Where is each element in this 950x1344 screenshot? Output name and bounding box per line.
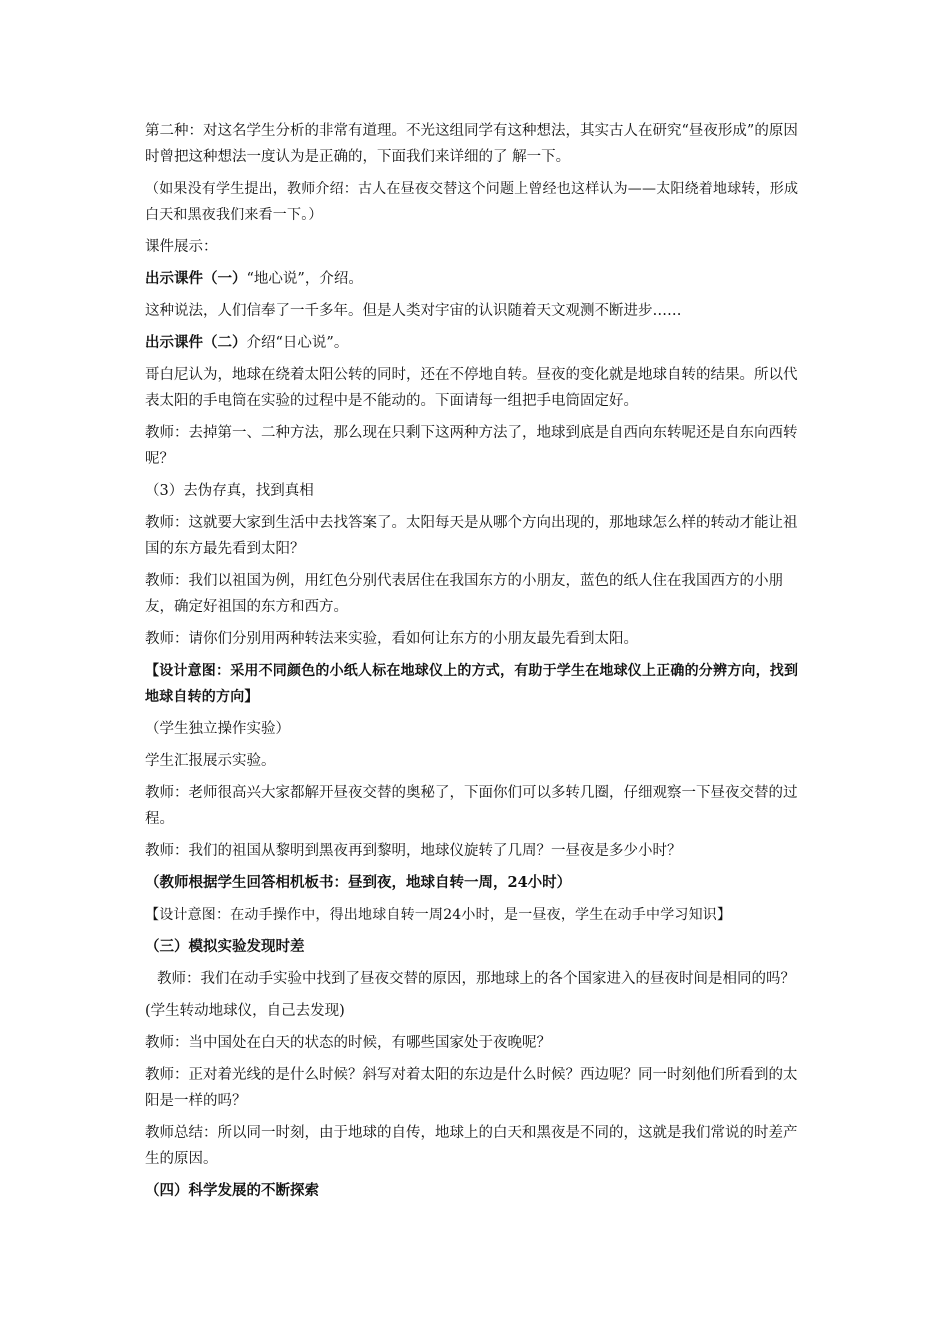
- paragraph: 课件展示：: [145, 239, 218, 255]
- paragraph: 教师总结：所以同一时刻，由于地球的自传，地球上的白天和黑夜是不同的，这就是我们常说的时差产生的原因。: [145, 1125, 798, 1167]
- paragraph-subheading: （3）去伪存真，找到真相: [145, 483, 314, 499]
- courseware-desc: “地心说”，介绍。: [246, 271, 363, 287]
- paragraph: 教师：去掉第一、二种方法，那么现在只剩下这两种方法了，地球到底是自西向东转呢还是自东向西转呢？: [145, 425, 798, 467]
- board-note: （教师根据学生回答相机板书：昼到夜，地球自转一周，24小时）: [145, 874, 572, 891]
- paragraph-courseware-2: [145, 330, 810, 356]
- paragraph: 学生汇报展示实验。: [145, 753, 276, 769]
- design-intent: 【设计意图：采用不同颜色的小纸人标在地球仪上的方式，有助于学生在地球仪上正确的分辨方向，找到地球自转的方向】: [145, 663, 799, 705]
- paragraph-note: （如果没有学生提出，教师介绍：古人在昼夜交替这个问题上曾经也这样认为——太阳绕着地球转，形成白天和黑夜我们来看一下。）: [145, 181, 799, 223]
- paragraph: 教师：当中国处在白天的状态的时候，有哪些国家处于夜晚呢？: [145, 1035, 551, 1051]
- paragraph: 第二种：对这名学生分析的非常有道理。不光这组同学有这种想法，其实古人在研究“昼夜形成”的原因时曾把这种想法一度认为是正确的，下面我们来详细的了 解一下。: [145, 123, 798, 165]
- paragraph: 教师：请你们分别用两种转法来实验，看如何让东方的小朋友最先看到太阳。: [145, 631, 638, 647]
- section-heading: （三）模拟实验发现时差: [145, 938, 305, 955]
- paragraph: 教师：我们在动手实验中找到了昼夜交替的原因，那地球上的各个国家进入的昼夜时间是相同的吗？: [157, 971, 795, 987]
- paragraph: 哥白尼认为，地球在绕着太阳公转的同时，还在不停地自转。昼夜的变化就是地球自转的结果。所以代表太阳的手电筒在实验的过程中是不能动的。下面请每一组把手电筒固定好。: [145, 367, 798, 409]
- paragraph: 教师：我们以祖国为例，用红色分别代表居住在我国东方的小朋友，蓝色的纸人住在我国西方的小朋友，确定好祖国的东方和西方。: [145, 573, 783, 615]
- design-intent: 【设计意图：在动手操作中，得出地球自转一周24小时，是一昼夜，学生在动手中学习知识】: [145, 907, 732, 923]
- document-body: [145, 118, 810, 1204]
- section-heading: （四）科学发展的不断探索: [145, 1182, 319, 1199]
- paragraph: 这种说法，人们信奉了一千多年。但是人类对宇宙的认识随着天文观测不断进步……: [145, 303, 682, 319]
- paragraph: 教师：我们的祖国从黎明到黑夜再到黎明，地球仪旋转了几周？一昼夜是多少小时？: [145, 843, 682, 859]
- courseware-label: 出示课件（一）: [145, 270, 247, 287]
- courseware-desc: 介绍“日心说”。: [246, 335, 349, 351]
- paragraph-courseware-1: [145, 266, 810, 292]
- paragraph: （学生独立操作实验）: [145, 721, 290, 737]
- paragraph: 教师：这就要大家到生活中去找答案了。太阳每天是从哪个方向出现的，那地球怎么样的转动才能让祖国的东方最先看到太阳？: [145, 515, 798, 557]
- courseware-label: 出示课件（二）: [145, 334, 247, 351]
- paragraph: (学生转动地球仪，自己去发现): [145, 1003, 345, 1019]
- paragraph: 教师：老师很高兴大家都解开昼夜交替的奥秘了，下面你们可以多转几圈，仔细观察一下昼夜交替的过程。: [145, 785, 798, 827]
- paragraph: 教师：正对着光线的是什么时候？斜写对着太阳的东边是什么时候？西边呢？同一时刻他们所看到的太阳是一样的吗？: [145, 1067, 798, 1109]
